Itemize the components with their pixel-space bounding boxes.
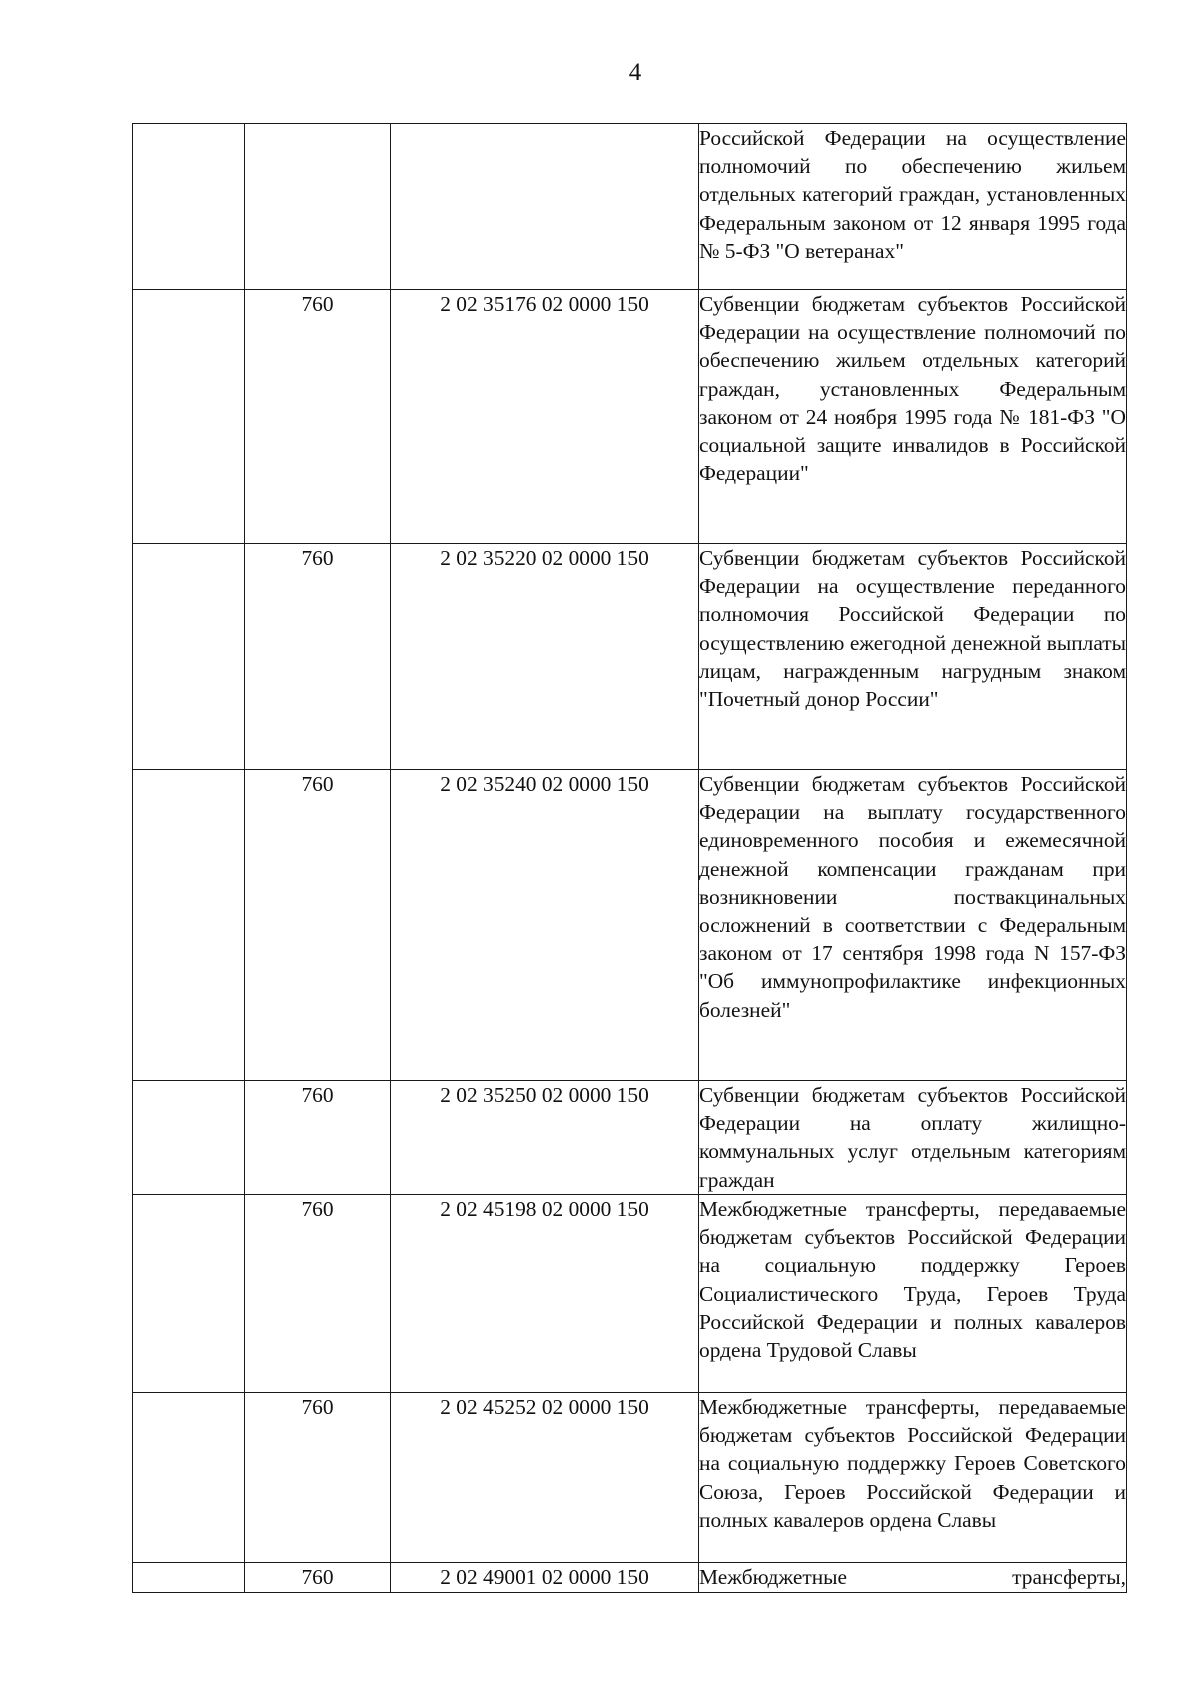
admin-code-cell: 760 — [245, 1563, 391, 1593]
table-row — [133, 544, 1127, 770]
kbk-code-cell: 2 02 35176 02 0000 150 — [391, 290, 699, 544]
admin-code-cell: 760 — [245, 544, 391, 770]
table-row — [133, 1195, 1127, 1393]
table-row — [133, 290, 1127, 544]
description-cell — [699, 1081, 1127, 1195]
empty-cell — [133, 1563, 245, 1593]
admin-code-cell: 760 — [245, 290, 391, 544]
kbk-code-cell: 2 02 35240 02 0000 150 — [391, 770, 699, 1081]
admin-code-cell: 760 — [245, 1195, 391, 1393]
kbk-code-cell: 2 02 35250 02 0000 150 — [391, 1081, 699, 1195]
description-text: Российской Федерации на осуществление полномочий по обеспечению жильем отдельных категорий граждан, установленных Федеральным законом от 12 января 1995 года № 5-ФЗ "О ветеранах" — [699, 126, 1126, 263]
empty-cell — [133, 544, 245, 770]
description-text: Межбюджетные трансферты, передаваемые бюджетам субъектов Российской Федерации на социальную поддержку Героев Социалистического Труда, Героев Труда Российской Федерации и полных кавалеров ордена Трудовой Славы — [699, 1197, 1126, 1363]
empty-cell — [133, 124, 245, 290]
empty-cell — [133, 1393, 245, 1563]
description-cell — [699, 1563, 1127, 1593]
table-row — [133, 1563, 1127, 1593]
description-text: Субвенции бюджетам субъектов Российской Федерации на осуществление переданного полномочия Российской Федерации по осуществлению ежегодной денежной выплаты лицам, награжденным нагрудным знаком "Почетный донор России" — [699, 546, 1126, 712]
budget-classification-table — [132, 123, 1127, 1593]
description-cell — [699, 770, 1127, 1081]
empty-cell — [133, 770, 245, 1081]
admin-code-cell — [245, 124, 391, 290]
kbk-code-cell: 2 02 45252 02 0000 150 — [391, 1393, 699, 1563]
table-row — [133, 1081, 1127, 1195]
kbk-code-cell: 2 02 45198 02 0000 150 — [391, 1195, 699, 1393]
description-cell — [699, 1195, 1127, 1393]
description-text: Субвенции бюджетам субъектов Российской Федерации на оплату жилищно-коммунальных услуг отдельным категориям граждан — [699, 1083, 1126, 1192]
table-row — [133, 1393, 1127, 1563]
description-text: Межбюджетные трансферты, — [699, 1565, 1126, 1589]
admin-code-cell: 760 — [245, 1081, 391, 1195]
empty-cell — [133, 290, 245, 544]
description-cell — [699, 544, 1127, 770]
description-text: Субвенции бюджетам субъектов Российской Федерации на осуществление полномочий по обеспечению жильем отдельных категорий граждан, установленных Федеральным законом от 24 ноября 1995 года № 181-ФЗ "О социальной защите инвалидов в Российской Федерации" — [699, 292, 1126, 486]
kbk-code-cell — [391, 124, 699, 290]
kbk-code-cell: 2 02 35220 02 0000 150 — [391, 544, 699, 770]
table-row — [133, 124, 1127, 290]
admin-code-cell: 760 — [245, 770, 391, 1081]
description-cell — [699, 1393, 1127, 1563]
empty-cell — [133, 1081, 245, 1195]
kbk-code-cell: 2 02 49001 02 0000 150 — [391, 1563, 699, 1593]
page-number: 4 — [628, 59, 642, 86]
description-text: Межбюджетные трансферты, передаваемые бюджетам субъектов Российской Федерации на социальную поддержку Героев Советского Союза, Героев Российской Федерации и полных кавалеров ордена Славы — [699, 1395, 1126, 1532]
admin-code-cell: 760 — [245, 1393, 391, 1563]
description-cell — [699, 124, 1127, 290]
description-cell — [699, 290, 1127, 544]
empty-cell — [133, 1195, 245, 1393]
description-text: Субвенции бюджетам субъектов Российской Федерации на выплату государственного единовременного пособия и ежемесячной денежной компенсации гражданам при возникновении поствакцинальных осложнений в соответствии с Федеральным законом от 17 сентября 1998 года N 157-ФЗ "Об иммунопрофилактике инфекционных болезней" — [699, 772, 1126, 1022]
table-row — [133, 770, 1127, 1081]
